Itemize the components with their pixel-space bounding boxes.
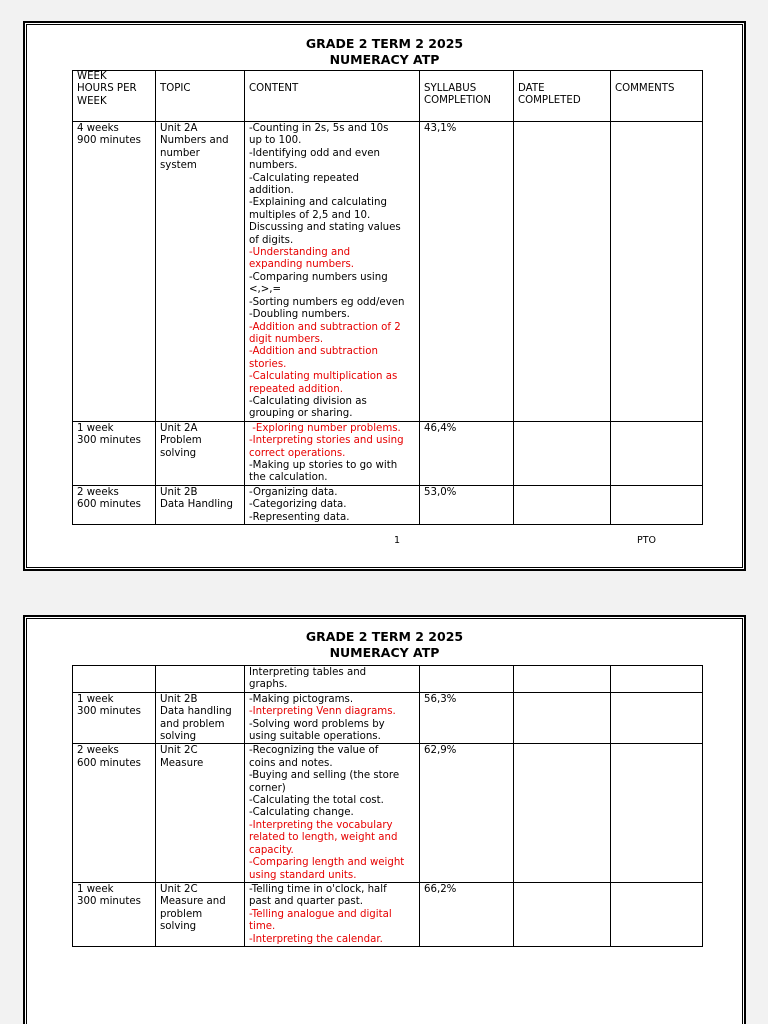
content-line: -Calculating division as <box>249 395 367 407</box>
page-number: 1 <box>394 535 401 546</box>
week-cell: 1 week 300 minutes <box>73 421 156 485</box>
content-cell <box>245 485 420 524</box>
content-line: using suitable operations. <box>249 731 381 743</box>
header-week: WEEK HOURS PER WEEK <box>73 71 156 122</box>
content-line: -Addition and subtraction <box>249 346 378 358</box>
content-line: coins and notes. <box>249 757 333 769</box>
syllabus-completion-cell: 62,9% <box>420 744 514 882</box>
comments-cell <box>611 744 703 882</box>
page-title <box>27 36 742 68</box>
content-line: -Telling time in o'clock, half <box>249 883 387 895</box>
content-line: -Interpreting the calendar. <box>249 933 383 945</box>
topic-cell: Unit 2A Numbers and number system <box>156 122 245 422</box>
week-cell: 2 weeks 600 minutes <box>73 485 156 524</box>
topic-cell <box>156 666 245 693</box>
content-line: repeated addition. <box>249 383 343 395</box>
atp-page-1 <box>24 22 745 570</box>
content-line: -Doubling numbers. <box>249 309 350 321</box>
content-line: -Explaining and calculating <box>249 197 387 209</box>
title-line-1: GRADE 2 TERM 2 2025 <box>305 36 464 51</box>
header-date-completed: DATE COMPLETED <box>514 71 611 122</box>
content-line: past and quarter past. <box>249 896 363 908</box>
header-comments: COMMENTS <box>611 71 703 122</box>
content-line: Discussing and stating values <box>249 222 401 234</box>
content-cell <box>245 421 420 485</box>
week-cell: 2 weeks 600 minutes <box>73 744 156 882</box>
syllabus-completion-cell <box>420 666 514 693</box>
content-line: -Buying and selling (the store <box>249 770 400 782</box>
content-line: addition. <box>249 185 294 197</box>
syllabus-completion-cell: 66,2% <box>420 882 514 946</box>
header-syllabus-completion: SYLLABUS COMPLETION <box>420 71 514 122</box>
topic-cell: Unit 2C Measure <box>156 744 245 882</box>
content-line: -Exploring number problems. <box>249 422 401 434</box>
content-line: -Comparing length and weight <box>249 857 405 869</box>
comments-cell <box>611 882 703 946</box>
topic-cell: Unit 2B Data Handling <box>156 485 245 524</box>
title-line-2: NUMERACY ATP <box>329 52 440 67</box>
date-completed-cell <box>514 421 611 485</box>
content-line: related to length, weight and <box>249 832 398 844</box>
table-body-page-2 <box>73 666 703 947</box>
week-cell: 1 week 300 minutes <box>73 692 156 744</box>
content-cell <box>245 122 420 422</box>
atp-table-page-1 <box>72 70 703 525</box>
table-row <box>73 122 703 422</box>
content-line: up to 100. <box>249 135 302 147</box>
table-row <box>73 666 703 693</box>
content-line: the calculation. <box>249 472 328 484</box>
content-line: -Calculating the total cost. <box>249 795 384 807</box>
content-line: graphs. <box>249 679 288 691</box>
table-row <box>73 421 703 485</box>
atp-table-page-2 <box>72 665 703 947</box>
content-line: -Interpreting the vocabulary <box>249 819 393 831</box>
date-completed-cell <box>514 666 611 693</box>
table-row <box>73 882 703 946</box>
content-line: correct operations. <box>249 447 346 459</box>
content-line: -Sorting numbers eg odd/even <box>249 296 405 308</box>
content-line: <,>,= <box>249 284 282 296</box>
content-line: -Categorizing data. <box>249 499 347 511</box>
comments-cell <box>611 666 703 693</box>
header-content: CONTENT <box>245 71 420 122</box>
content-line: grouping or sharing. <box>249 408 353 420</box>
date-completed-cell <box>514 692 611 744</box>
page-title <box>27 629 742 661</box>
content-line: -Solving word problems by <box>249 718 385 730</box>
content-line: Interpreting tables and <box>249 667 367 678</box>
content-line: -Recognizing the value of <box>249 745 379 757</box>
week-cell <box>73 666 156 693</box>
content-line: numbers. <box>249 160 298 172</box>
content-line: expanding numbers. <box>249 259 355 271</box>
content-cell <box>245 692 420 744</box>
topic-cell: Unit 2C Measure and problem solving <box>156 882 245 946</box>
content-cell <box>245 882 420 946</box>
topic-cell: Unit 2B Data handling and problem solving <box>156 692 245 744</box>
date-completed-cell <box>514 744 611 882</box>
syllabus-completion-cell: 56,3% <box>420 692 514 744</box>
table-row <box>73 692 703 744</box>
topic-cell: Unit 2A Problem solving <box>156 421 245 485</box>
syllabus-completion-cell: 53,0% <box>420 485 514 524</box>
content-line: time. <box>249 921 276 933</box>
date-completed-cell <box>514 485 611 524</box>
table-row <box>73 485 703 524</box>
content-line: using standard units. <box>249 869 357 881</box>
comments-cell <box>611 122 703 422</box>
content-line: -Making up stories to go with <box>249 459 398 471</box>
week-cell: 1 week 300 minutes <box>73 882 156 946</box>
content-cell <box>245 666 420 693</box>
header-row <box>73 71 703 122</box>
week-cell: 4 weeks 900 minutes <box>73 122 156 422</box>
content-line: corner) <box>249 782 286 794</box>
comments-cell <box>611 421 703 485</box>
content-line: -Identifying odd and even <box>249 147 380 159</box>
table-body-page-1 <box>73 122 703 525</box>
header-topic: TOPIC <box>156 71 245 122</box>
comments-cell <box>611 485 703 524</box>
content-cell <box>245 744 420 882</box>
date-completed-cell <box>514 122 611 422</box>
content-line: -Telling analogue and digital <box>249 908 392 920</box>
content-line: -Understanding and <box>249 247 351 259</box>
pto-label: PTO <box>637 535 657 546</box>
content-line: -Comparing numbers using <box>249 271 388 283</box>
content-line: of digits. <box>249 234 294 246</box>
content-line: -Representing data. <box>249 511 350 523</box>
date-completed-cell <box>514 882 611 946</box>
content-line: -Calculating change. <box>249 807 354 819</box>
content-line: multiples of 2,5 and 10. <box>249 209 371 221</box>
syllabus-completion-cell: 43,1% <box>420 122 514 422</box>
content-line: digit numbers. <box>249 333 324 345</box>
content-line: capacity. <box>249 844 294 856</box>
content-line: -Calculating multiplication as <box>249 371 398 383</box>
title-line-1: GRADE 2 TERM 2 2025 <box>305 629 464 644</box>
title-line-2: NUMERACY ATP <box>329 645 440 660</box>
content-line: -Calculating repeated <box>249 172 359 184</box>
content-line: -Making pictograms. <box>249 693 354 705</box>
content-line: stories. <box>249 358 287 370</box>
content-line: -Counting in 2s, 5s and 10s <box>249 123 389 134</box>
content-line: -Addition and subtraction of 2 <box>249 321 401 333</box>
comments-cell <box>611 692 703 744</box>
syllabus-completion-cell: 46,4% <box>420 421 514 485</box>
atp-page-2 <box>24 616 745 1024</box>
content-line: -Interpreting stories and using <box>249 435 404 447</box>
content-line: -Organizing data. <box>249 486 338 498</box>
table-row <box>73 744 703 882</box>
content-line: -Interpreting Venn diagrams. <box>249 706 396 718</box>
